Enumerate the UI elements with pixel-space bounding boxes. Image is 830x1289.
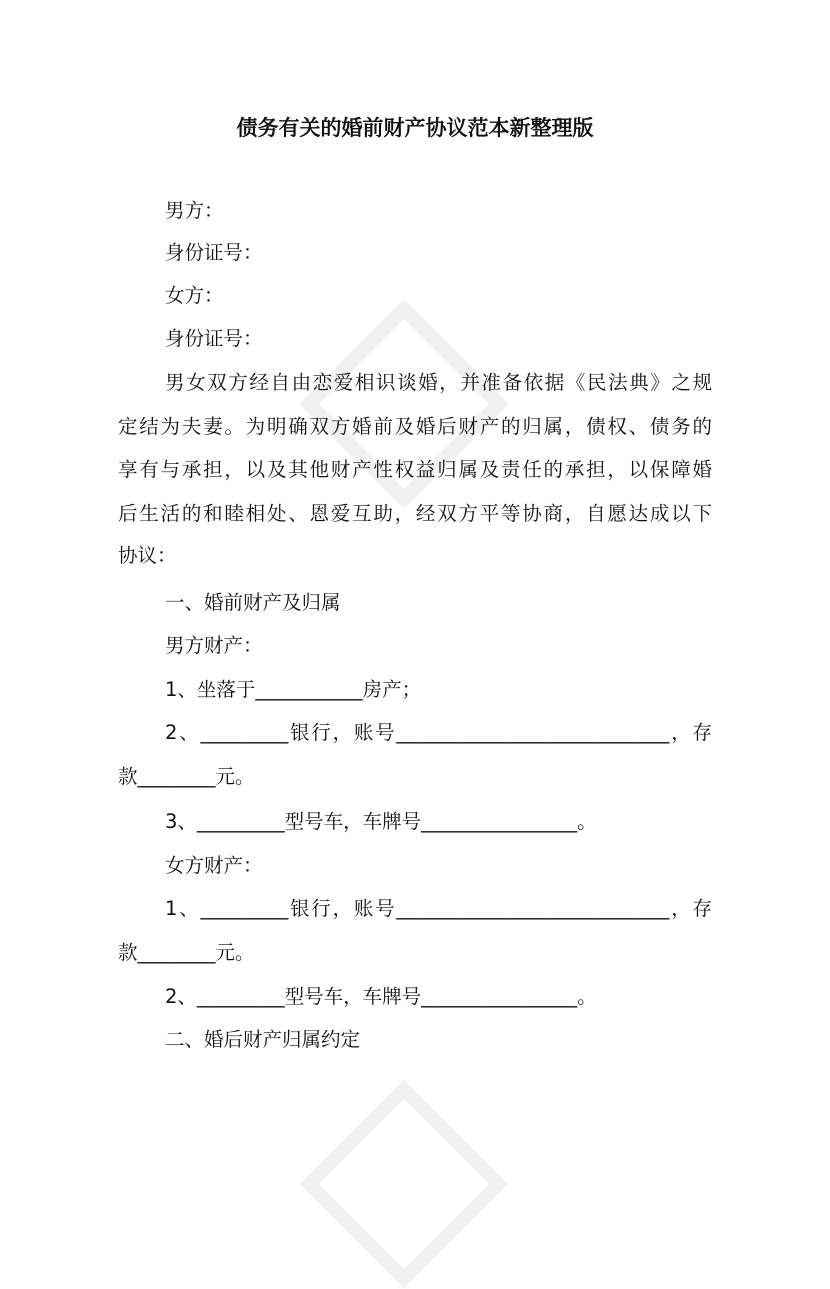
clause-line: 1、坐落于___________房产； (165, 678, 422, 701)
clause-line: 款________元。 (118, 941, 255, 964)
preamble-line: 后生活的和睦相处、恩爱互助，经双方平等协商，自愿达成以下 (118, 502, 712, 525)
male-party-label: 男方： (165, 199, 224, 222)
section-heading: 二、婚后财产归属约定 (165, 1028, 361, 1051)
preamble-line: 享有与承担，以及其他财产性权益归属及责任的承担，以保障婚 (118, 458, 712, 481)
preamble-line: 定结为夫妻。为明确双方婚前及婚后财产的归属，债权、债务的 (118, 415, 712, 438)
male-id-label: 身份证号： (165, 241, 263, 264)
female-property-heading: 女方财产： (165, 854, 263, 877)
female-party-label: 女方： (165, 284, 224, 307)
preamble-line: 男女双方经自由恋爱相识谈婚，并准备依据《民法典》之规 (165, 371, 712, 394)
watermark (299, 1079, 508, 1288)
clause-line: 2、_________型号车，车牌号________________。 (165, 985, 597, 1008)
section-heading: 一、婚前财产及归属 (165, 591, 341, 614)
clause-line: 2、_________银行，账号____________________________，存 (165, 721, 712, 744)
clause-line: 款________元。 (118, 765, 255, 788)
document-title: 债务有关的婚前财产协议范本新整理版 (236, 116, 594, 140)
female-id-label: 身份证号： (165, 327, 263, 350)
clause-line: 1、_________银行，账号____________________________，存 (165, 897, 712, 920)
preamble-line: 协议： (118, 544, 177, 567)
male-property-heading: 男方财产： (165, 634, 263, 657)
clause-line: 3、_________型号车，车牌号________________。 (165, 810, 597, 833)
